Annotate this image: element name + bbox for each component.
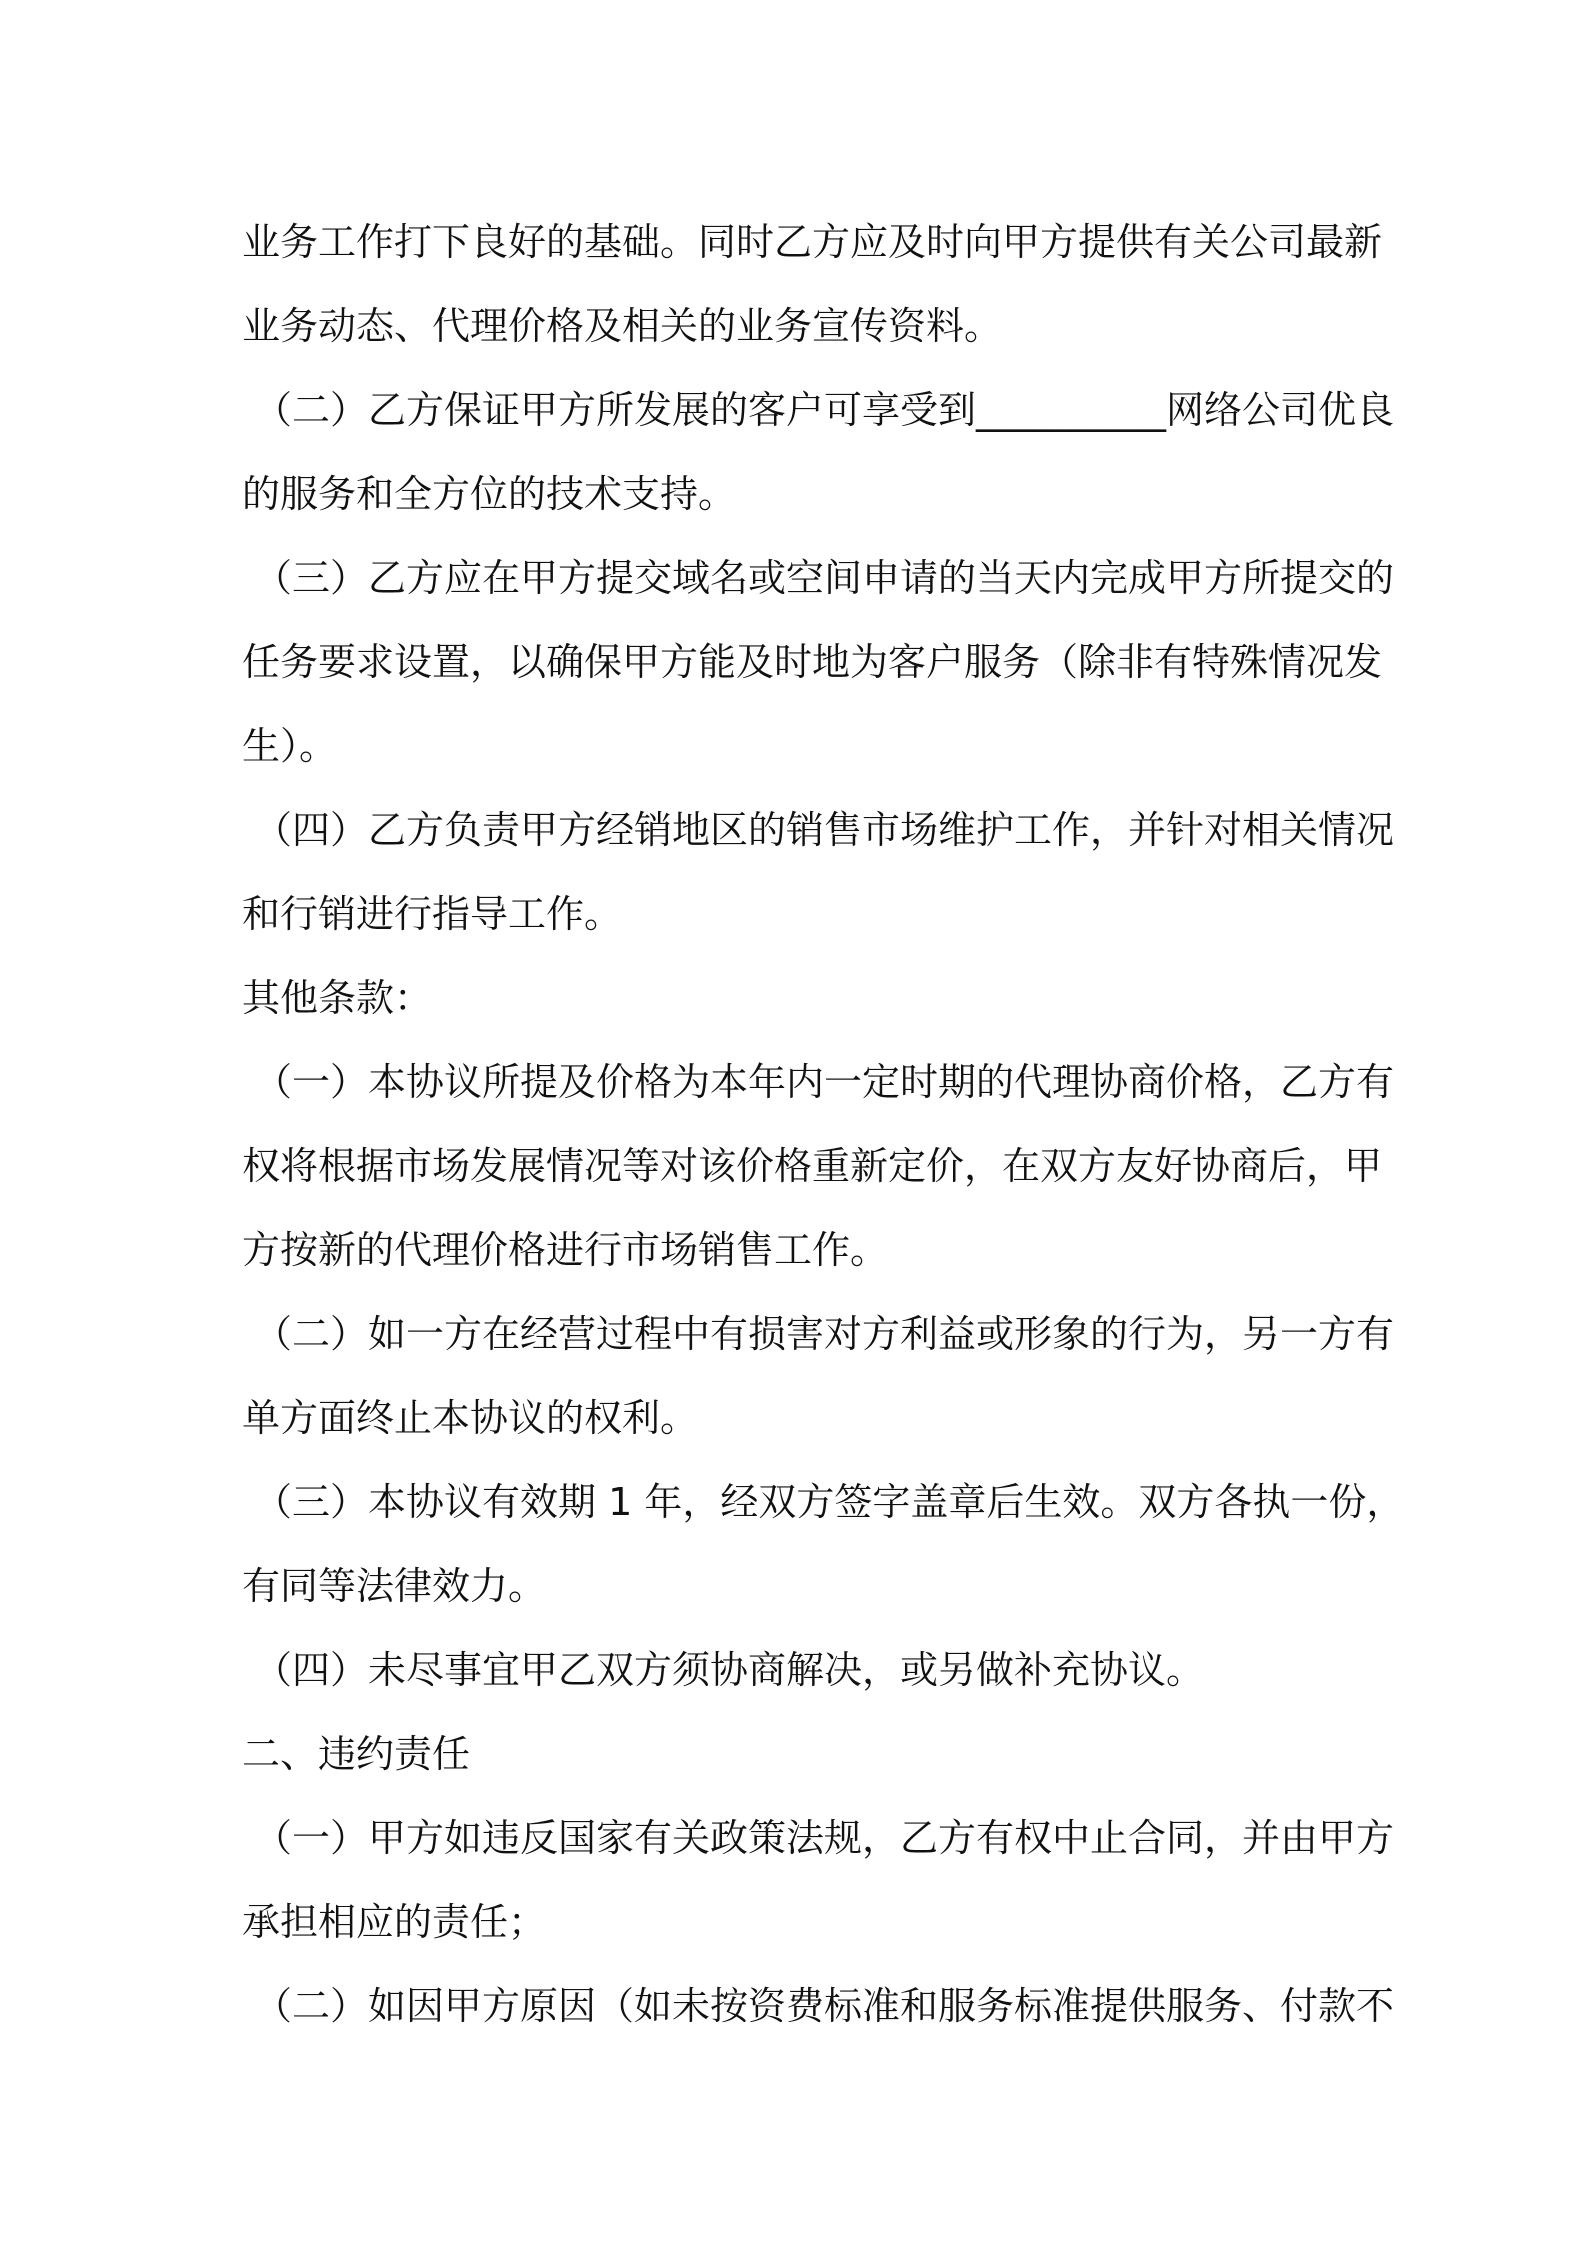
- document-line: （二）乙方保证甲方所发展的客户可享受到__________网络公司优良: [254, 388, 1395, 432]
- document-line: 其他条款：: [242, 976, 433, 1020]
- document-line: 业务工作打下良好的基础。同时乙方应及时向甲方提供有关公司最新: [242, 220, 1383, 264]
- document-line: 任务要求设置，以确保甲方能及时地为客户服务（除非有特殊情况发: [242, 640, 1383, 684]
- document-line: （二）如一方在经营过程中有损害对方利益或形象的行为，另一方有: [254, 1312, 1395, 1356]
- document-line: 有同等法律效力。: [242, 1564, 547, 1608]
- document-line: 权将根据市场发展情况等对该价格重新定价，在双方友好协商后，甲: [242, 1144, 1383, 1188]
- document-line: 二、违约责任: [242, 1732, 471, 1776]
- document-line: （一）本协议所提及价格为本年内一定时期的代理协商价格，乙方有: [254, 1060, 1395, 1104]
- document-line: 生）。: [242, 724, 338, 768]
- document-line: 承担相应的责任；: [242, 1900, 547, 1944]
- document-line: （四）未尽事宜甲乙双方须协商解决，或另做补充协议。: [254, 1648, 1205, 1692]
- document-line: （二）如因甲方原因（如未按资费标准和服务标准提供服务、付款不: [254, 1984, 1395, 2028]
- document-line: 和行销进行指导工作。: [242, 892, 623, 936]
- document-line: 单方面终止本协议的权利。: [242, 1396, 699, 1440]
- document-line: （三）乙方应在甲方提交域名或空间申请的当天内完成甲方所提交的: [254, 556, 1395, 600]
- document-line: （一）甲方如违反国家有关政策法规，乙方有权中止合同，并由甲方: [254, 1816, 1395, 1860]
- document-page: [242, 200, 1405, 2048]
- document-line: 的服务和全方位的技术支持。: [242, 472, 737, 516]
- document-line: （四）乙方负责甲方经销地区的销售市场维护工作，并针对相关情况: [254, 808, 1395, 852]
- document-line: （三）本协议有效期 1 年，经双方签字盖章后生效。双方各执一份，: [254, 1480, 1405, 1524]
- document-line: 业务动态、代理价格及相关的业务宣传资料。: [242, 304, 1003, 348]
- document-line: 方按新的代理价格进行市场销售工作。: [242, 1228, 889, 1272]
